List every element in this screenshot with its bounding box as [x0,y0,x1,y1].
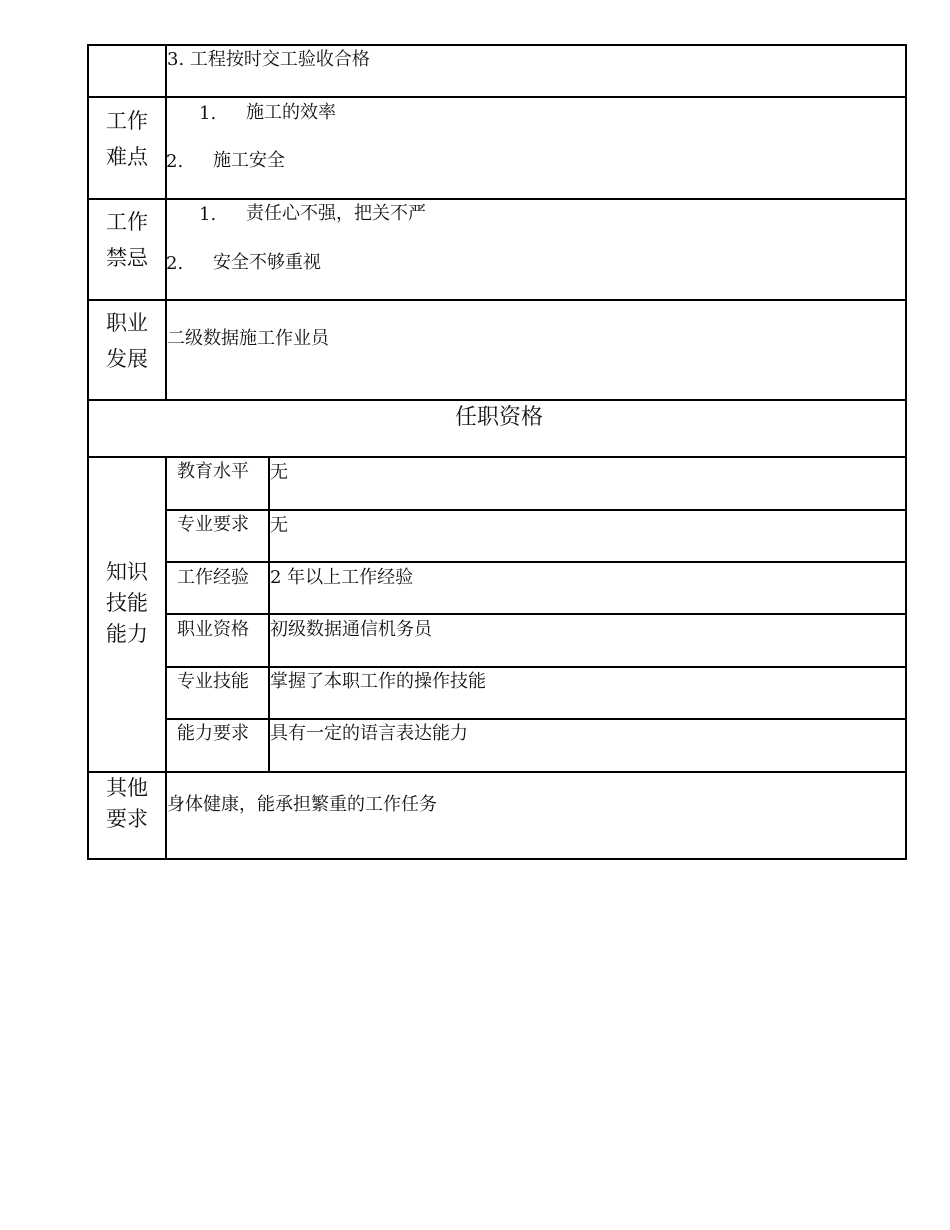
label-line: 能力 [106,622,148,646]
qualification-label: 能力要求 [177,723,249,744]
qualification-value: 掌握了本职工作的操作技能 [270,671,486,692]
difficulties-label [89,106,165,173]
qualification-value: 2 年以上工作经验 [270,567,414,588]
label-line: 难点 [106,145,148,169]
qualification-label: 专业技能 [177,671,249,692]
table-border-top [88,44,907,46]
row-divider [88,198,907,200]
taboo-item-1-text: 责任心不强，把关不严 [246,203,426,224]
label-line: 工作 [106,109,148,133]
qualification-value: 初级数据通信机务员 [270,619,432,640]
difficulty-item-1-number: 1. [199,103,217,124]
difficulty-item-2-text: 施工安全 [213,150,285,171]
other-requirements-text: 身体健康，能承担繁重的工作任务 [167,794,437,815]
label-line: 工作 [106,210,148,234]
qualification-value: 具有一定的语言表达能力 [270,723,468,744]
qualification-label: 教育水平 [177,461,249,482]
qualification-label: 专业要求 [177,514,249,535]
career-text: 二级数据施工作业员 [167,328,329,349]
sub-row-divider [166,718,907,720]
label-line: 知识 [106,560,148,584]
taboo-item-2-text: 安全不够重视 [213,252,321,273]
sub-row-divider [166,666,907,668]
taboo-item-1-number: 1. [199,204,217,225]
taboos-label [89,207,165,274]
sub-row-divider [166,509,907,511]
row-divider [88,456,907,458]
career-label [89,308,165,375]
label-line: 要求 [106,807,148,831]
skills-group-label [89,557,165,650]
label-line: 职业 [106,311,148,335]
sub-row-divider [166,561,907,563]
qualifications-title: 任职资格 [455,405,544,430]
difficulty-item-1-text: 施工的效率 [246,102,336,123]
qualification-value: 无 [270,462,288,483]
task-item-3: 3. 工程按时交工验收合格 [167,49,370,70]
label-line: 技能 [106,591,148,615]
qualification-label: 工作经验 [177,567,249,588]
taboo-item-2-number: 2. [166,253,184,274]
other-requirements-label [89,773,165,835]
row-divider [88,96,907,98]
table-border-right [905,44,907,860]
qualification-value: 无 [270,515,288,536]
table-border-bottom [88,858,907,860]
sub-row-divider [166,613,907,615]
label-line: 发展 [106,347,148,371]
difficulty-item-2-number: 2. [166,151,184,172]
label-line: 其他 [106,776,148,800]
label-line: 禁忌 [106,246,148,270]
qualification-label: 职业资格 [177,619,249,640]
row-divider [88,771,907,773]
row-divider [88,299,907,301]
row-divider [88,399,907,401]
